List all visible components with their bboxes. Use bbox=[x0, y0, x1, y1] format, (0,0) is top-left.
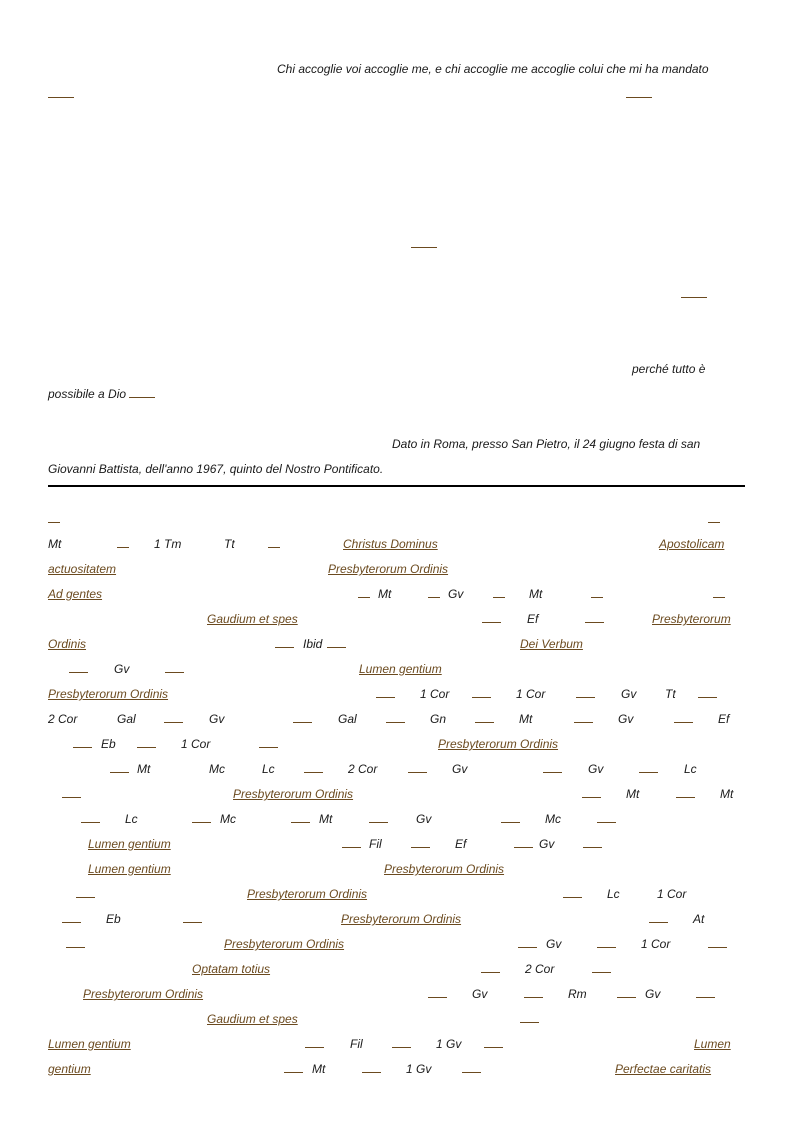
link-presbyterorum-ordinis[interactable]: Presbyterorum Ordinis bbox=[328, 562, 449, 576]
link-ordinis[interactable]: Ordinis bbox=[48, 637, 87, 651]
ref: Mc bbox=[209, 762, 225, 776]
footnote-marker[interactable] bbox=[501, 812, 520, 823]
footnote-marker[interactable] bbox=[493, 587, 505, 598]
link-lumen-gentium[interactable]: Lumen gentium bbox=[48, 1037, 131, 1051]
footnote-marker[interactable] bbox=[482, 612, 501, 623]
link-gentium[interactable]: gentium bbox=[48, 1062, 91, 1076]
link-presbyterorum-ordinis[interactable]: Presbyterorum Ordinis bbox=[83, 987, 204, 1001]
footnote-marker[interactable] bbox=[428, 587, 440, 598]
footnote-marker[interactable] bbox=[327, 637, 346, 648]
footnote-marker[interactable] bbox=[520, 1012, 539, 1023]
ref: At bbox=[693, 912, 705, 926]
link-presbyterorum-ordinis[interactable]: Presbyterorum Ordinis bbox=[247, 887, 368, 901]
footnote-marker[interactable] bbox=[597, 812, 616, 823]
footnote-marker[interactable] bbox=[48, 87, 74, 98]
footnote-marker[interactable] bbox=[524, 987, 543, 998]
footnote-marker[interactable] bbox=[129, 387, 155, 398]
footnote-marker[interactable] bbox=[110, 762, 129, 773]
footnote-marker[interactable] bbox=[259, 737, 278, 748]
ref: Ef bbox=[718, 712, 730, 726]
footnote-marker[interactable] bbox=[369, 812, 388, 823]
footnote-marker[interactable] bbox=[386, 712, 405, 723]
link-actuositatem[interactable]: actuositatem bbox=[48, 562, 117, 576]
ref: Gal bbox=[338, 712, 357, 726]
footnote-marker[interactable] bbox=[585, 612, 604, 623]
link-lumen[interactable]: Lumen bbox=[694, 1037, 731, 1051]
ref: Eb bbox=[101, 737, 116, 751]
footnote-marker[interactable] bbox=[192, 812, 211, 823]
footnote-marker[interactable] bbox=[342, 837, 361, 848]
footnote-marker[interactable] bbox=[574, 712, 593, 723]
footnote-marker[interactable] bbox=[582, 787, 601, 798]
ref: 1 Cor bbox=[657, 887, 687, 901]
footnote-marker[interactable] bbox=[617, 987, 636, 998]
link-perfectae-caritatis[interactable]: Perfectae caritatis bbox=[615, 1062, 712, 1076]
dating-line-2: Giovanni Battista, dell'anno 1967, quinto del Nostro Pontificato. bbox=[48, 462, 384, 476]
link-presbyterorum[interactable]: Presbyterorum bbox=[652, 612, 731, 626]
link-gaudium-et-spes[interactable]: Gaudium et spes bbox=[207, 1012, 298, 1026]
ref: Gv bbox=[621, 687, 637, 701]
footnote-marker[interactable] bbox=[376, 687, 395, 698]
footnote-marker[interactable] bbox=[165, 662, 184, 673]
footnote-marker[interactable] bbox=[649, 912, 668, 923]
ref: Gv bbox=[448, 587, 464, 601]
footnote-marker[interactable] bbox=[681, 287, 707, 298]
footnote-marker[interactable] bbox=[268, 537, 280, 548]
footnote-marker[interactable] bbox=[592, 962, 611, 973]
ref: 2 Cor bbox=[348, 762, 378, 776]
link-lumen-gentium[interactable]: Lumen gentium bbox=[359, 662, 442, 676]
footnote-marker[interactable] bbox=[543, 762, 562, 773]
link-gaudium-et-spes[interactable]: Gaudium et spes bbox=[207, 612, 298, 626]
link-lumen-gentium[interactable]: Lumen gentium bbox=[88, 862, 171, 876]
ref: Gn bbox=[430, 712, 447, 726]
link-christus-dominus[interactable]: Christus Dominus bbox=[343, 537, 438, 551]
ref: Lc bbox=[684, 762, 697, 776]
footnote-marker[interactable] bbox=[472, 687, 491, 698]
ref: Lc bbox=[607, 887, 620, 901]
footnote-marker[interactable] bbox=[66, 937, 85, 948]
footnote-marker[interactable] bbox=[293, 712, 312, 723]
ref: Mt bbox=[137, 762, 151, 776]
footnote-marker[interactable] bbox=[484, 1037, 503, 1048]
ref: 1 Gv bbox=[436, 1037, 462, 1051]
ref: Mt bbox=[48, 537, 62, 551]
link-presbyterorum-ordinis[interactable]: Presbyterorum Ordinis bbox=[438, 737, 559, 751]
link-presbyterorum-ordinis[interactable]: Presbyterorum Ordinis bbox=[224, 937, 345, 951]
ref: 1 Tm bbox=[154, 537, 182, 551]
ref: 1 Cor bbox=[181, 737, 211, 751]
link-presbyterorum-ordinis[interactable]: Presbyterorum Ordinis bbox=[48, 687, 169, 701]
ref: Gv bbox=[618, 712, 634, 726]
footnote-marker[interactable] bbox=[411, 237, 437, 248]
footnote-marker[interactable] bbox=[76, 887, 95, 898]
ref: Mt bbox=[519, 712, 533, 726]
impossible-line-2: possibile a Dio bbox=[48, 387, 155, 401]
ref: Ef bbox=[455, 837, 467, 851]
footnote-marker[interactable] bbox=[48, 512, 60, 523]
footnote-marker[interactable] bbox=[358, 587, 370, 598]
footnote-marker[interactable] bbox=[62, 787, 81, 798]
impossible-line-1: perché tutto è bbox=[632, 362, 706, 376]
footnote-marker[interactable] bbox=[708, 937, 727, 948]
footnote-marker[interactable] bbox=[362, 1062, 381, 1073]
gospel-quote: Chi accoglie voi accoglie me, e chi accoglie me accoglie colui che mi ha mandato bbox=[277, 62, 709, 76]
ref: Ibid bbox=[303, 637, 323, 651]
link-presbyterorum-ordinis[interactable]: Presbyterorum Ordinis bbox=[384, 862, 505, 876]
footnote-marker[interactable] bbox=[626, 87, 652, 98]
footnote-marker[interactable] bbox=[137, 737, 156, 748]
footnote-marker[interactable] bbox=[275, 637, 294, 648]
ref: Mt bbox=[378, 587, 392, 601]
ref: Tt bbox=[224, 537, 235, 551]
ref: Eb bbox=[106, 912, 121, 926]
footnote-marker[interactable] bbox=[696, 987, 715, 998]
footnote-marker[interactable] bbox=[428, 987, 447, 998]
ref: Gv bbox=[546, 937, 562, 951]
footnote-marker[interactable] bbox=[597, 937, 616, 948]
link-presbyterorum-ordinis[interactable]: Presbyterorum Ordinis bbox=[233, 787, 354, 801]
link-optatam-totius[interactable]: Optatam totius bbox=[192, 962, 271, 976]
ref: 2 Cor bbox=[525, 962, 555, 976]
ref: Fil bbox=[350, 1037, 363, 1051]
footnote-marker[interactable] bbox=[411, 837, 430, 848]
ref: Fil bbox=[369, 837, 382, 851]
ref: Lc bbox=[262, 762, 275, 776]
footnote-marker[interactable] bbox=[708, 512, 720, 523]
footnote-marker[interactable] bbox=[462, 1062, 481, 1073]
footnote-marker[interactable] bbox=[164, 712, 183, 723]
ref: Mt bbox=[626, 787, 640, 801]
dating-line-1: Dato in Roma, presso San Pietro, il 24 giugno festa di san bbox=[392, 437, 701, 451]
footnote-marker[interactable] bbox=[698, 687, 717, 698]
ref: Gal bbox=[117, 712, 136, 726]
footnote-marker[interactable] bbox=[583, 837, 602, 848]
ref: Mt bbox=[312, 1062, 326, 1076]
footnote-marker[interactable] bbox=[639, 762, 658, 773]
ref: Mc bbox=[545, 812, 561, 826]
footnote-marker[interactable] bbox=[514, 837, 533, 848]
link-ad-gentes[interactable]: Ad gentes bbox=[48, 587, 103, 601]
ref: 2 Cor bbox=[48, 712, 78, 726]
ref: Gv bbox=[416, 812, 432, 826]
footnote-marker[interactable] bbox=[481, 962, 500, 973]
ref: Mt bbox=[319, 812, 333, 826]
footnote-marker[interactable] bbox=[576, 687, 595, 698]
footnote-marker[interactable] bbox=[676, 787, 695, 798]
ref: Tt bbox=[665, 687, 676, 701]
link-dei-verbum[interactable]: Dei Verbum bbox=[520, 637, 583, 651]
footnote-marker[interactable] bbox=[392, 1037, 411, 1048]
footnote-marker[interactable] bbox=[305, 1037, 324, 1048]
footnote-marker[interactable] bbox=[284, 1062, 303, 1073]
ref: Gv bbox=[645, 987, 661, 1001]
footnote-marker[interactable] bbox=[73, 737, 92, 748]
ref: Mt bbox=[529, 587, 543, 601]
footnote-marker[interactable] bbox=[183, 912, 202, 923]
footnote-marker[interactable] bbox=[291, 812, 310, 823]
footnote-marker[interactable] bbox=[408, 762, 427, 773]
link-lumen-gentium[interactable]: Lumen gentium bbox=[88, 837, 171, 851]
footnote-marker[interactable] bbox=[591, 587, 603, 598]
ref: Gv bbox=[472, 987, 488, 1001]
ref: Gv bbox=[588, 762, 604, 776]
link-apostolicam[interactable]: Apostolicam bbox=[659, 537, 725, 551]
footnote-marker[interactable] bbox=[713, 587, 725, 598]
footnote-marker[interactable] bbox=[674, 712, 693, 723]
footnote-marker[interactable] bbox=[81, 812, 100, 823]
ref: Gv bbox=[114, 662, 130, 676]
ref: Ef bbox=[527, 612, 539, 626]
footnote-marker[interactable] bbox=[304, 762, 323, 773]
ref: Gv bbox=[209, 712, 225, 726]
link-presbyterorum-ordinis[interactable]: Presbyterorum Ordinis bbox=[341, 912, 462, 926]
footnote-marker[interactable] bbox=[518, 937, 537, 948]
footnotes-separator bbox=[48, 485, 745, 487]
footnote-marker[interactable] bbox=[69, 662, 88, 673]
ref: 1 Cor bbox=[641, 937, 671, 951]
footnote-marker[interactable] bbox=[62, 912, 81, 923]
ref: Mt bbox=[720, 787, 734, 801]
ref: Gv bbox=[539, 837, 555, 851]
ref: 1 Cor bbox=[420, 687, 450, 701]
ref: Mc bbox=[220, 812, 236, 826]
ref: Gv bbox=[452, 762, 468, 776]
ref: 1 Cor bbox=[516, 687, 546, 701]
footnote-marker[interactable] bbox=[475, 712, 494, 723]
ref: 1 Gv bbox=[406, 1062, 432, 1076]
footnote-marker[interactable] bbox=[117, 537, 129, 548]
footnote-marker[interactable] bbox=[563, 887, 582, 898]
ref: Rm bbox=[568, 987, 587, 1001]
ref: Lc bbox=[125, 812, 138, 826]
